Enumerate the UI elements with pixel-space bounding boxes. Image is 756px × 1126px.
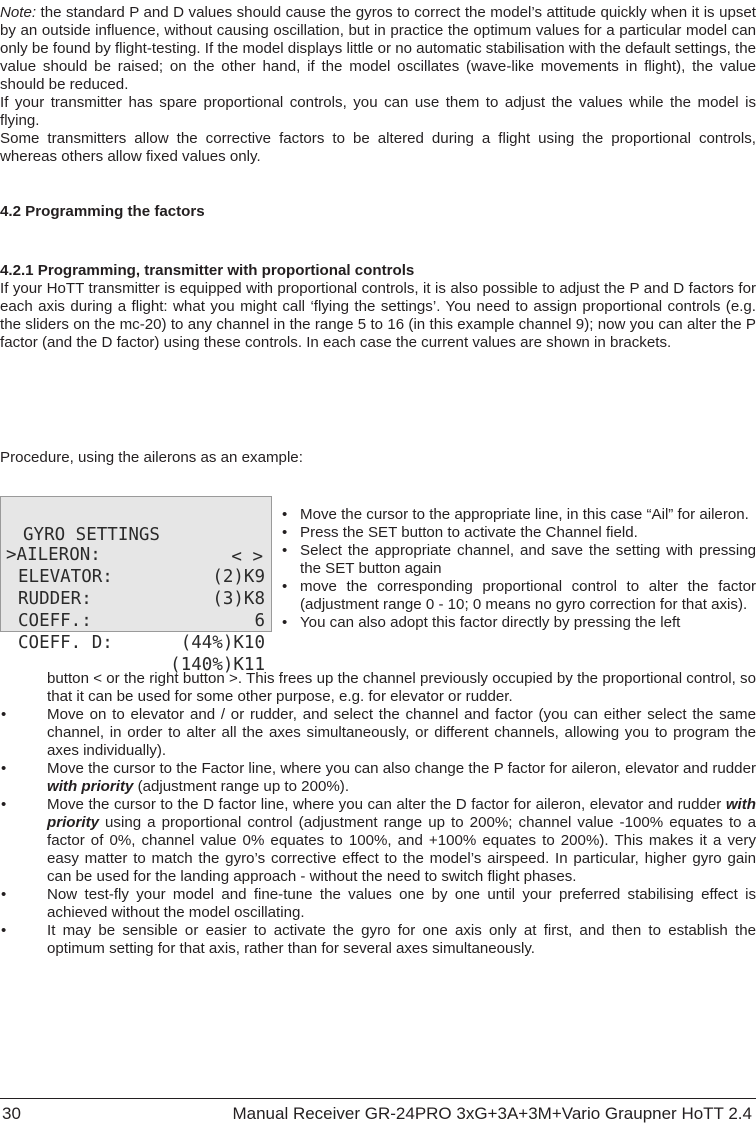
list-item-text: Move the cursor to the appropriate line, in this case “Ail” for aileron.: [300, 506, 749, 523]
bullet-glyph: •: [1, 706, 7, 723]
page-number: 30: [2, 1104, 21, 1123]
list-item-text: You can also adopt this factor directly by pressing the left: [300, 614, 681, 631]
footer-title: Manual Receiver GR-24PRO 3xG+3A+3M+Vario Graupner HoTT 2.4: [232, 1104, 752, 1123]
lcd-row-value: (3)K8: [212, 589, 265, 609]
procedure-steps-list: [282, 506, 756, 632]
list-item-text: using a proportional control (adjustment range up to 200%; channel value -100% equates to a factor of 0%, channel value 0% equates to 100%, and +100% equates to 200%). This makes it a very easy matter to match the gyro’s corrective effect to the model’s airspeed. In particular, higher gyro gain can be used for the landing approach - without the need to switch flight phases.: [47, 814, 756, 885]
list-item-text: Move on to elevator and / or rudder, and select the channel and factor (you can either select the same channel, in order to alter all the axes simultaneously, or different channels, allowing you to program the axes individually).: [47, 706, 756, 759]
bullet-glyph: •: [1, 760, 7, 777]
list-item: [0, 796, 756, 886]
spare-controls-paragraph: If your transmitter has spare proportional controls, you can use them to adjust the values while the model is flying.: [0, 94, 756, 129]
gyro-settings-display: [0, 496, 272, 675]
footer-divider: [0, 1098, 756, 1099]
lcd-title: GYRO SETTINGS: [23, 525, 160, 545]
section-heading-4-2: 4.2 Programming the factors: [0, 203, 205, 220]
note-label: Note:: [0, 4, 37, 21]
emphasis-text: with priority: [47, 778, 134, 795]
list-item-text: Move the cursor to the D factor line, where you can alter the D factor for aileron, elevator and rudder: [47, 796, 726, 813]
bullet-glyph: •: [282, 578, 288, 595]
lcd-row-value: (140%)K11: [170, 655, 265, 675]
lcd-row-value: (44%)K10: [180, 633, 265, 653]
lcd-row-label: >AILERON:: [6, 545, 101, 565]
list-item-text: (adjustment range up to 200%).: [133, 778, 350, 795]
list-item-text: It may be sensible or easier to activate the gyro for one axis only at first, and then to establish the optimum setting for that axis, rather than for several axes simultaneously.: [47, 922, 756, 957]
lcd-row-value: (2)K9: [212, 567, 265, 587]
list-item-text: move the corresponding proportional control to alter the factor (adjustment range 0 - 10; 0 means no gyro correction for that axis).: [300, 578, 756, 613]
bullet-glyph: •: [282, 506, 288, 523]
bullet-glyph: •: [1, 922, 7, 939]
list-item-text: Select the appropriate channel, and save the setting with pressing the SET button again: [300, 542, 756, 577]
list-item: [0, 706, 756, 760]
list-item-text: Move the cursor to the Factor line, where you can also change the P factor for aileron, elevator and rudder: [47, 760, 756, 777]
list-item: [282, 542, 756, 578]
list-item: [282, 614, 756, 632]
bullet-glyph: •: [282, 524, 288, 541]
list-item: [282, 578, 756, 614]
bullet-glyph: •: [282, 542, 288, 559]
emphasis-text: with priority: [47, 796, 756, 831]
bullet-glyph: •: [1, 796, 7, 813]
procedure-intro: Procedure, using the ailerons as an example:: [0, 449, 303, 466]
list-item: [0, 760, 756, 796]
corrective-factors-paragraph: Some transmitters allow the corrective factors to be altered during a flight using the proportional controls, whereas others allow fixed values only.: [0, 130, 756, 165]
list-item-text: Now test-fly your model and fine-tune the values one by one until your preferred stabilising effect is achieved without the model oscillating.: [47, 886, 756, 921]
lcd-row-value: 6: [254, 611, 265, 631]
list-item: [0, 886, 756, 922]
list-item: [282, 506, 756, 524]
note-paragraph: [0, 4, 756, 94]
further-steps-list: [0, 706, 756, 958]
lcd-row-label: ELEVATOR:: [18, 567, 113, 587]
section-heading-4-2-1: 4.2.1 Programming, transmitter with proportional controls: [0, 262, 415, 279]
note-text: the standard P and D values should cause the gyros to correct the model’s attitude quickly when it is upset by an outside influence, without causing oscillation, but in practice the optimum values for a particular model can only be found by flight-testing. If the model displays little or no automatic stabilisation with the default settings, the value should be raised; on the other hand, if the model oscillates (wave-like movements in flight), the value should be reduced.: [0, 4, 756, 93]
lcd-row-label: COEFF. D:: [18, 633, 113, 653]
lcd-nav-arrows: < >: [231, 547, 263, 567]
list-item: [282, 524, 756, 542]
adopt-factor-continuation: button < or the right button >. This frees up the channel previously occupied by the proportional control, so that it can be used for some other purpose, e.g. for elevator or rudder.: [47, 670, 756, 705]
list-item: [0, 922, 756, 958]
bullet-glyph: •: [282, 614, 288, 631]
list-item-text: Press the SET button to activate the Channel field.: [300, 524, 638, 541]
lcd-row-label: COEFF.:: [18, 611, 92, 631]
lcd-row-label: RUDDER:: [18, 589, 92, 609]
bullet-glyph: •: [1, 886, 7, 903]
hott-paragraph: If your HoTT transmitter is equipped with proportional controls, it is also possible to adjust the P and D factors for each axis during a flight: what you might call ‘flying the settings’. You need to assign proportional controls (e.g. the sliders on the mc-20) to any channel in the range 5 to 16 (in this example channel 9); now you can alter the P factor (and the D factor) using these controls. In each case the current values are shown in brackets.: [0, 280, 756, 351]
